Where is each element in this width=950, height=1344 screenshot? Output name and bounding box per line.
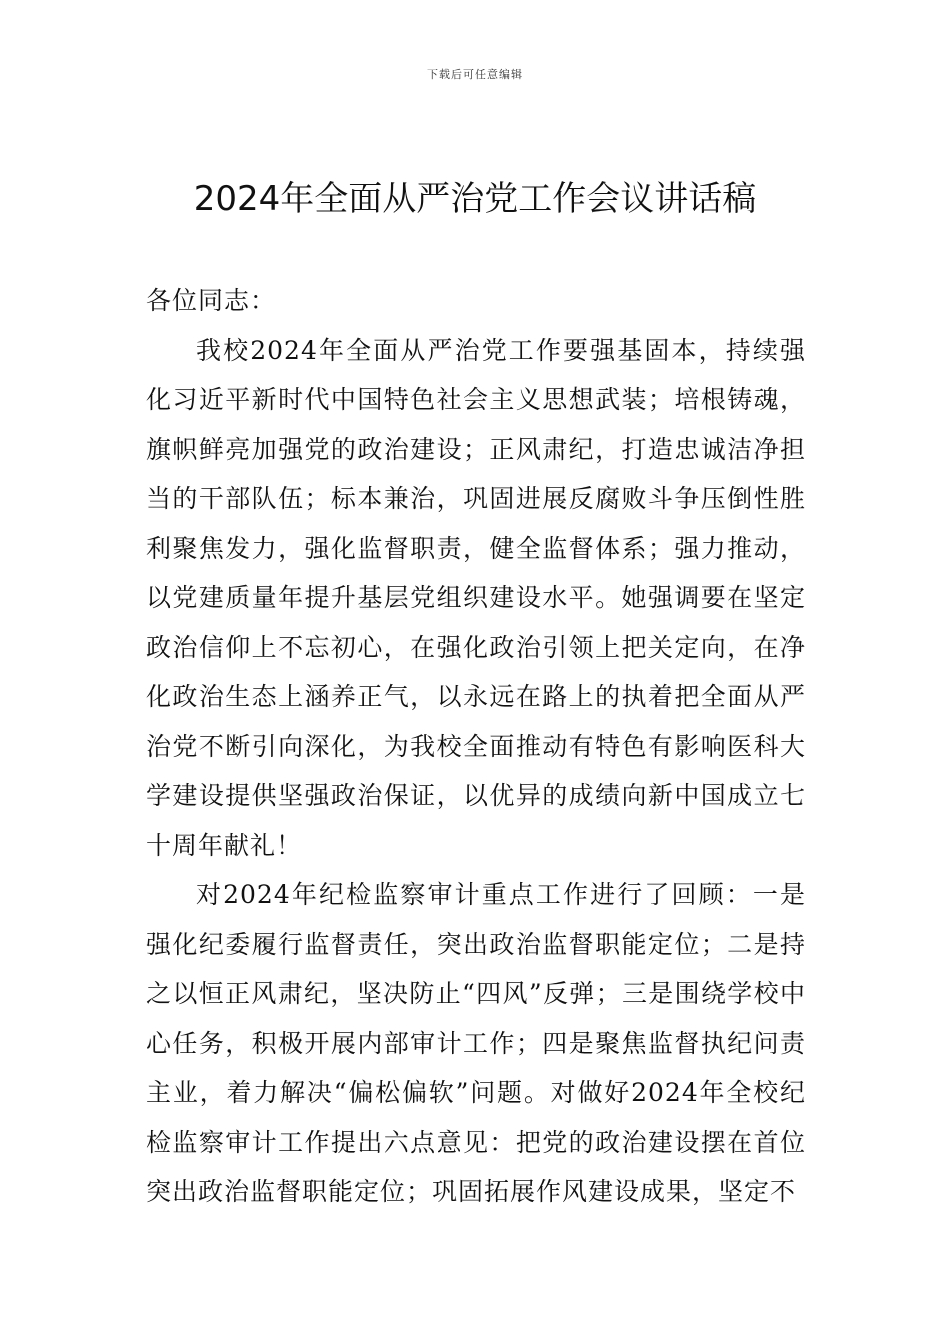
paragraph-1: 我校2024年全面从严治党工作要强基固本，持续强化习近平新时代中国特色社会主义思想武装；培根铸魂，旗帜鲜亮加强党的政治建设；正风肃纪，打造忠诚洁净担当的干部队伍；标本兼治，巩固进展反腐败斗争压倒性胜利聚焦发力，强化监督职责，健全监督体系；强力推动，以党建质量年提升基层党组织建设水平。她强调要在坚定政治信仰上不忘初心，在强化政治引领上把关定向，在净化政治生态上涵养正气，以永远在路上的执着把全面从严治党不断引向深化，为我校全面推动有特色有影响医科大学建设提供坚强政治保证，以优异的成绩向新中国成立七十周年献礼！ xyxy=(146,335,806,860)
document-body xyxy=(146,276,806,1217)
salutation: 各位同志： xyxy=(146,286,277,315)
page-header-note: 下载后可任意编辑 xyxy=(427,68,523,81)
document-title: 2024年全面从严治党工作会议讲话稿 xyxy=(193,179,757,219)
paragraph-2: 对2024年纪检监察审计重点工作进行了回顾：一是强化纪委履行监督责任，突出政治监督职能定位；二是持之以恒正风肃纪，坚决防止“四风”反弹；三是围绕学校中心任务，积极开展内部审计工作；四是聚焦监督执纪问责主业，着力解决“偏松偏软”问题。对做好2024年全校纪检监察审计工作提出六点意见：把党的政治建设摆在首位突出政治监督职能定位；巩固拓展作风建设成果，坚定不 xyxy=(146,880,806,1206)
